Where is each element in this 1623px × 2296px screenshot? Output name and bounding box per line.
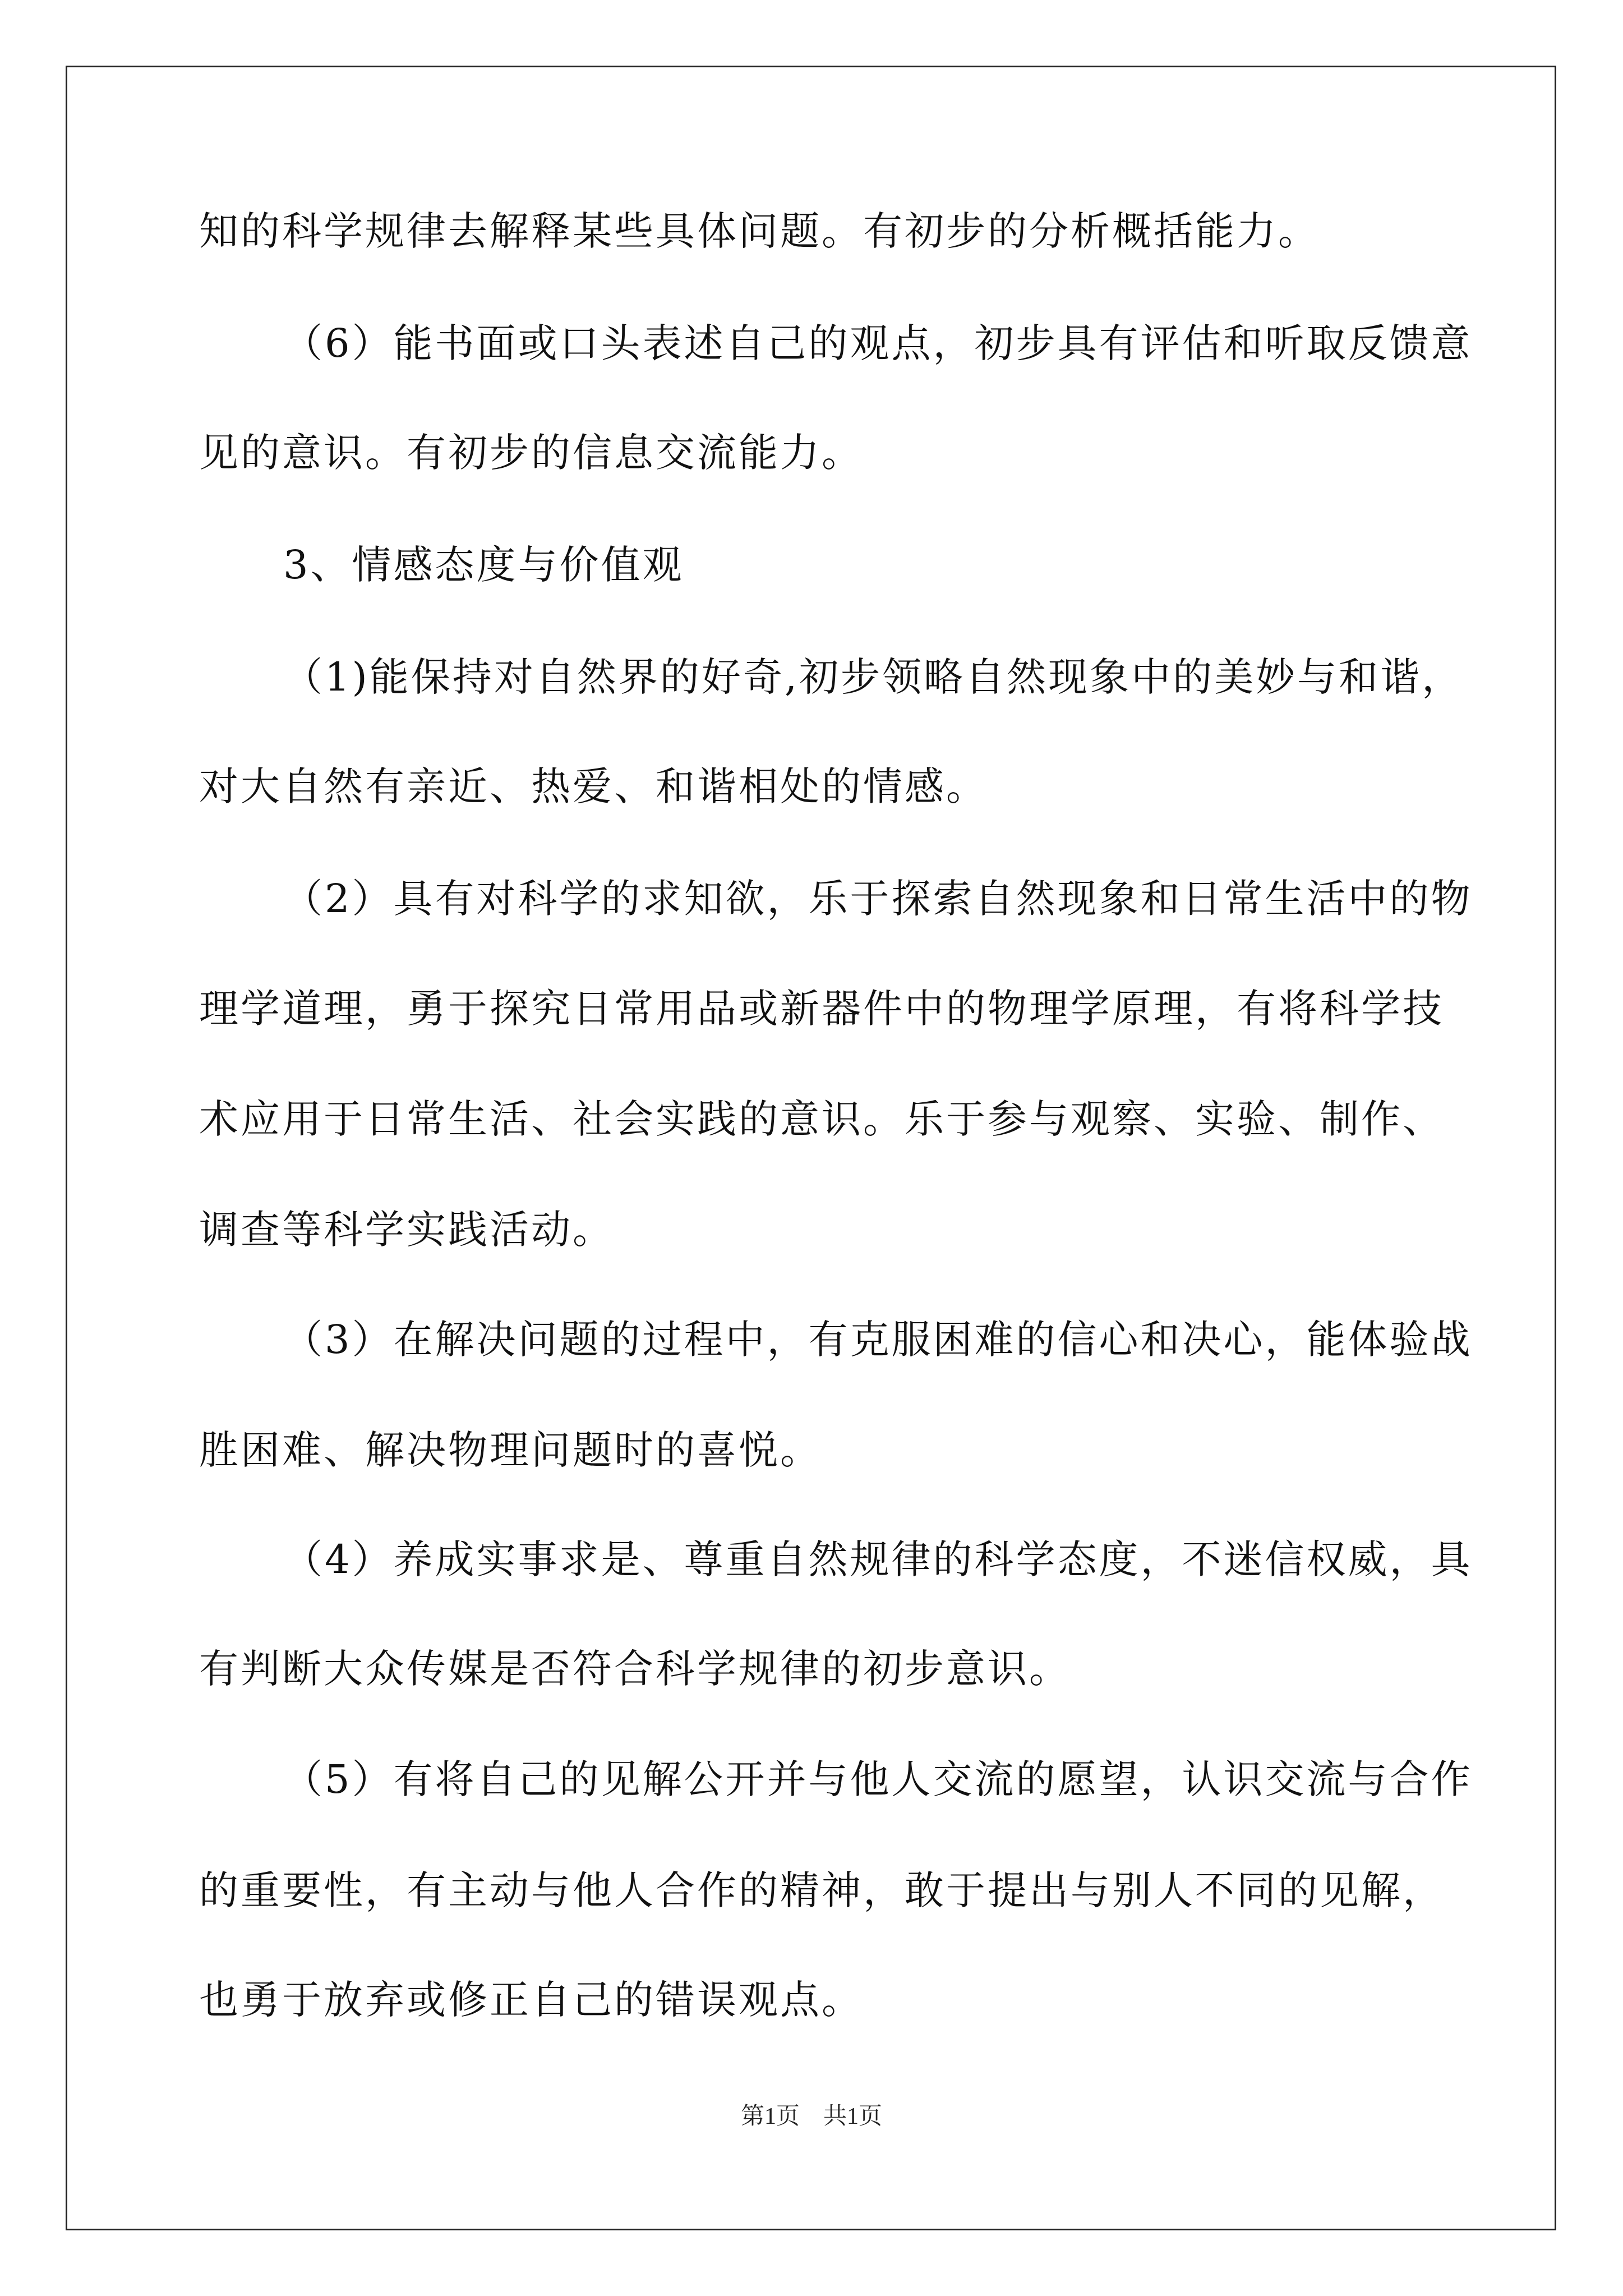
section-heading: 3、情感态度与价值观: [283, 542, 684, 588]
text-line: 术应用于日常生活、社会实践的意识。乐于参与观察、实验、制作、: [199, 1096, 1444, 1142]
text-line: 有判断大众传媒是否符合科学规律的初步意识。: [199, 1646, 1071, 1692]
text-line: （3）在解决问题的过程中，有克服困难的信心和决心，能体验战: [283, 1317, 1473, 1363]
text-line: （2）具有对科学的求知欲，乐于探索自然现象和日常生活中的物: [283, 876, 1473, 922]
text-line: （4）养成实事求是、尊重自然规律的科学态度，不迷信权威，具: [283, 1536, 1473, 1582]
text-line: （1)能保持对自然界的好奇,初步领略自然现象中的美妙与和谐，: [283, 654, 1464, 700]
text-line: （5）有将自己的见解公开并与他人交流的愿望，认识交流与合作: [283, 1756, 1473, 1802]
text-line: 知的科学规律去解释某些具体问题。有初步的分析概括能力。: [199, 208, 1320, 254]
text-line: 也勇于放弃或修正自己的错误观点。: [199, 1977, 863, 2023]
text-line: 的重要性，有主动与他人合作的精神，敢于提出与别人不同的见解，: [199, 1867, 1444, 1913]
text-line: （6）能书面或口头表述自己的观点，初步具有评估和听取反馈意: [283, 320, 1473, 366]
text-line: 对大自然有亲近、热爱、和谐相处的情感。: [199, 763, 988, 809]
text-line: 调查等科学实践活动。: [199, 1207, 614, 1253]
page-footer: 第1页 共1页: [740, 2104, 882, 2129]
text-line: 见的意识。有初步的信息交流能力。: [199, 430, 863, 476]
text-line: 理学道理，勇于探究日常用品或新器件中的物理学原理，有将科学技: [199, 986, 1444, 1032]
text-line: 胜困难、解决物理问题时的喜悦。: [199, 1427, 822, 1473]
